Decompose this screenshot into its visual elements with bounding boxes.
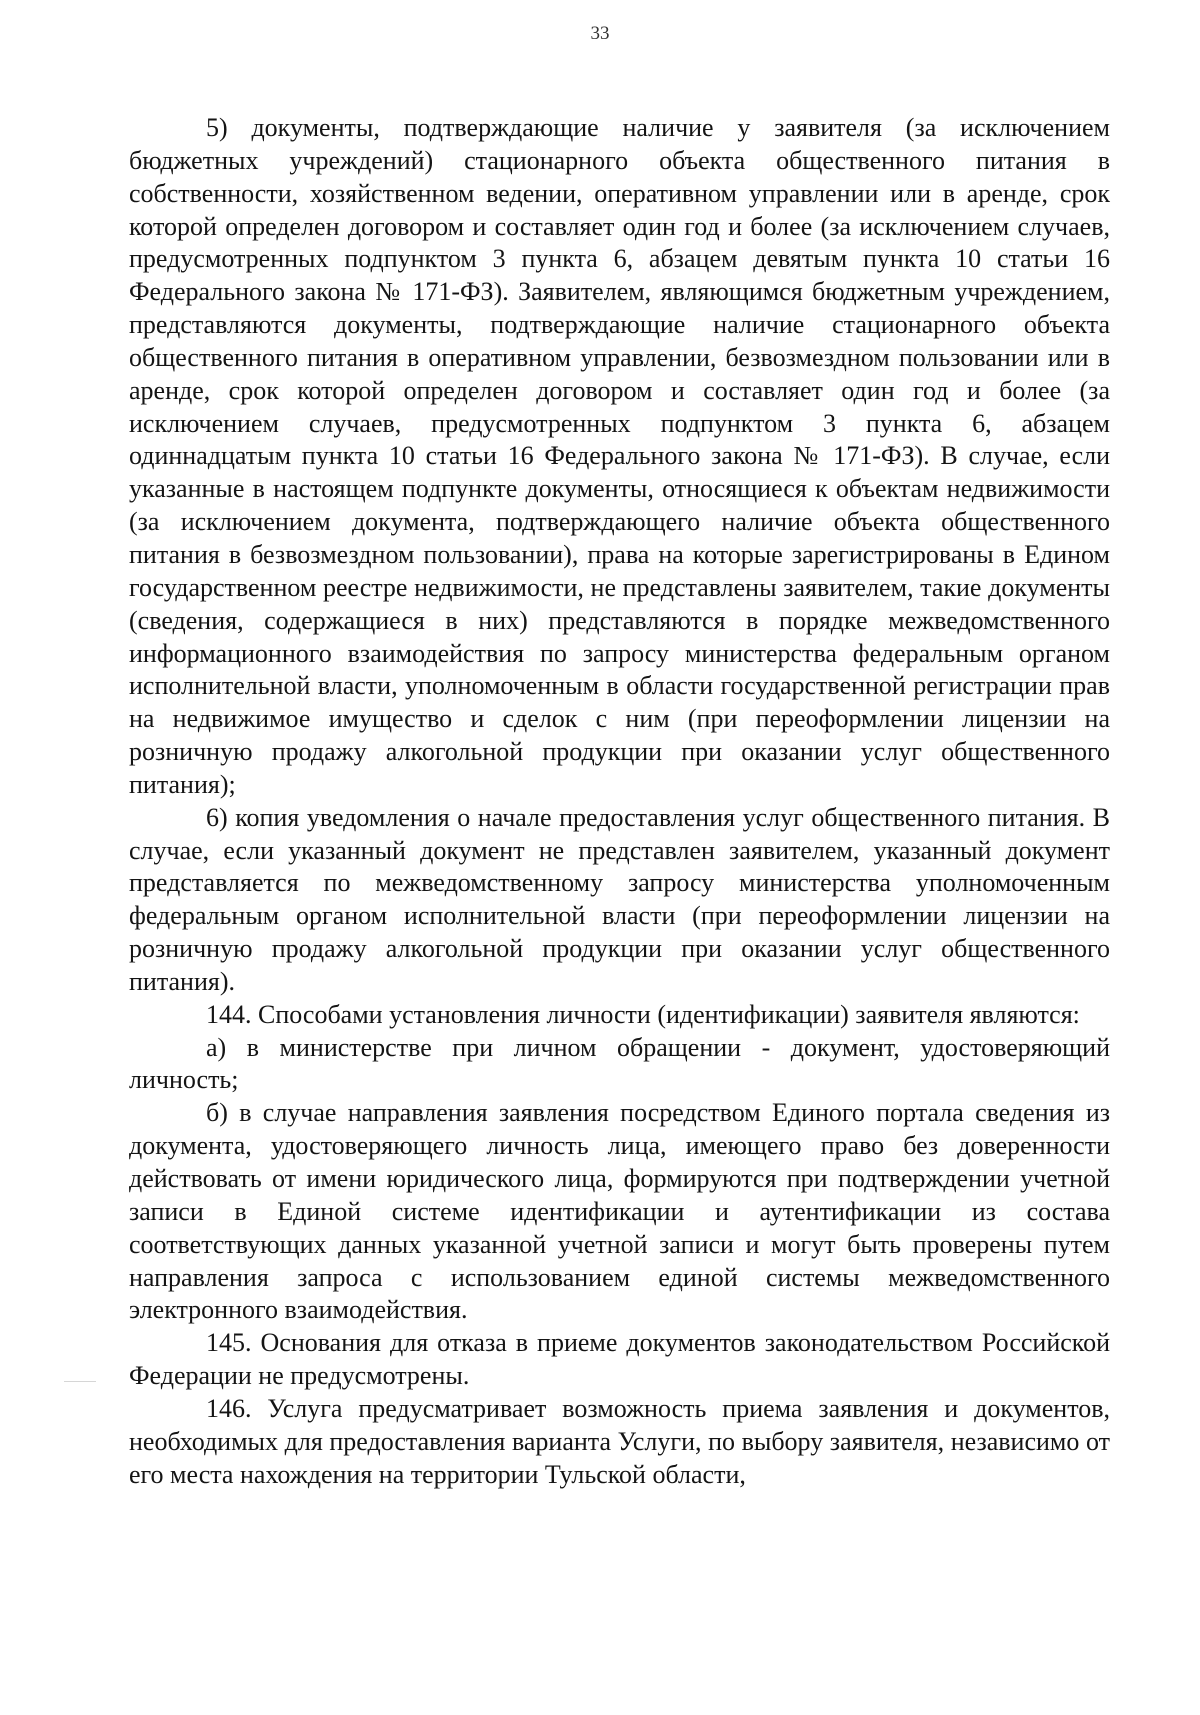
paragraph-144-a: а) в министерстве при личном обращении - документ, удостоверяющий личность; [129,1032,1110,1095]
paragraph-144: 144. Способами установления личности (идентификации) заявителя являются: [206,999,1080,1029]
paragraph-146: 146. Услуга предусматривает возможность приема заявления и документов, необходимых для предоставления варианта Услуги, по выбору заявителя, независимо от его места нахождения на территории Тульской области, [129,1393,1110,1489]
document-body [129,112,1110,1491]
scan-artifact [64,1381,96,1382]
paragraph-item-6: 6) копия уведомления о начале предоставления услуг общественного питания. В случае, если указанный документ не представлен заявителем, указанный документ представляется по межведомственному запросу министерства уполномоченным федеральным органом исполнительной власти (при переоформлении лицензии на розничную продажу алкогольной продукции при оказании услуг общественного питания). [129,802,1110,996]
paragraph-item-5: 5) документы, подтверждающие наличие у заявителя (за исключением бюджетных учреждений) стационарного объекта общественного питания в собственности, хозяйственном ведении, оперативном управлении или в аренде, срок которой определен договором и составляет один год и более (за исключением случаев, предусмотренных подпунктом 3 пункта 6, абзацем девятым пункта 10 статьи 16 Федерального закона № 171-ФЗ). Заявителем, являющимся бюджетным учреждением, представляются документы, подтверждающие наличие стационарного объекта общественного питания в оперативном управлении, безвозмездном пользовании или в аренде, срок которой определен договором и составляет один год и более (за исключением случаев, предусмотренных подпунктом 3 пункта 6, абзацем одиннадцатым пункта 10 статьи 16 Федерального закона № 171-ФЗ). В случае, если указанные в настоящем подпункте документы, относящиеся к объектам недвижимости (за исключением документа, подтверждающего наличие объекта общественного питания в безвозмездном пользовании), права на которые зарегистрированы в Едином государственном реестре недвижимости, не представлены заявителем, такие документы (сведения, содержащиеся в них) представляются в порядке межведомственного информационного взаимодействия по запросу министерства федеральным органом исполнительной власти, уполномоченным в области государственной регистрации прав на недвижимое имущество и сделок с ним (при переоформлении лицензии на розничную продажу алкогольной продукции при оказании услуг общественного питания); [129,113,1110,799]
paragraph-144-b: б) в случае направления заявления посредством Единого портала сведения из документа, удостоверяющего личность лица, имеющего право без доверенности действовать от имени юридического лица, формируются при подтверждении учетной записи в Единой системе идентификации и аутентификации из состава соответствующих данных указанной учетной записи и могут быть проверены путем направления запроса с использованием единой системы межведомственного электронного взаимодействия. [129,1098,1110,1325]
paragraph-145: 145. Основания для отказа в приеме документов законодательством Российской Федерации не предусмотрены. [129,1328,1110,1391]
page-number: 33 [590,23,610,44]
